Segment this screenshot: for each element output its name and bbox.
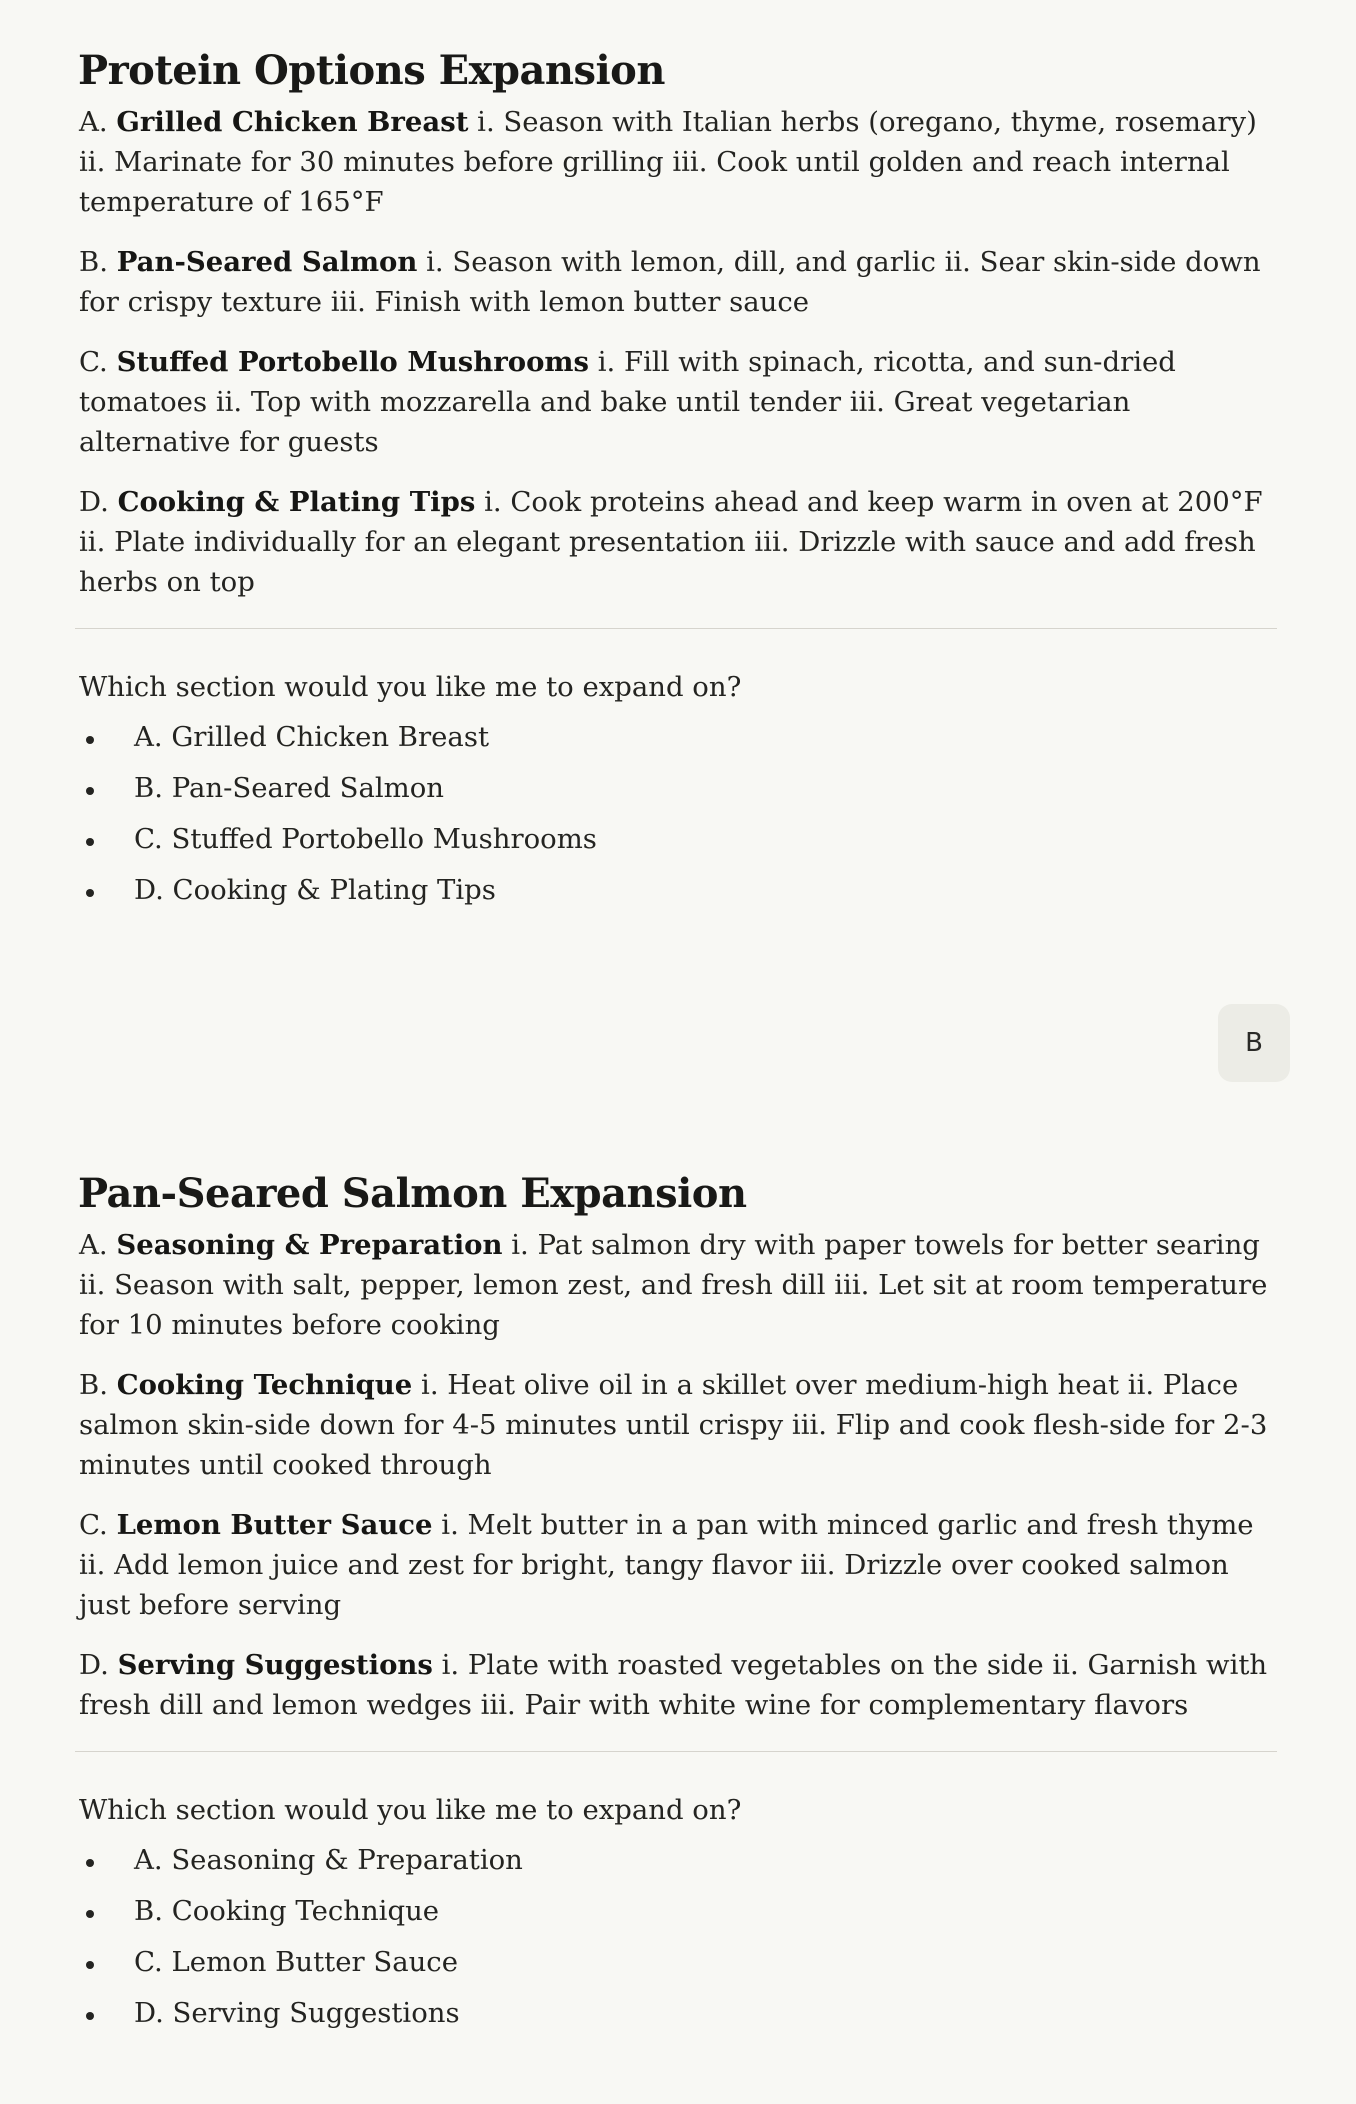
section-letter: D.: [79, 486, 109, 518]
option-label: B. Pan-Seared Salmon: [134, 772, 445, 804]
section-paragraph: [79, 242, 1278, 322]
option-label: A. Grilled Chicken Breast: [134, 721, 489, 753]
section-paragraph: [79, 1365, 1278, 1485]
option-label: A. Seasoning & Preparation: [134, 1844, 523, 1876]
section-letter: B.: [79, 246, 108, 278]
section-letter: C.: [79, 346, 108, 378]
bullet-icon: [86, 1910, 94, 1918]
section-label: Lemon Butter Sauce: [116, 1509, 433, 1541]
section-letter: D.: [79, 1649, 109, 1681]
section-text: i. Cook proteins ahead and keep warm in oven at 200°F ii. Plate individually for an elegant presentation iii. Drizzle with sauce and add fresh herbs on top: [79, 486, 1263, 598]
followup-question: Which section would you like me to expand on?: [79, 671, 742, 703]
option-label: D. Serving Suggestions: [134, 1997, 460, 2029]
divider: [75, 628, 1277, 629]
option-label: D. Cooking & Plating Tips: [134, 874, 496, 906]
section-paragraph: [79, 1225, 1278, 1345]
section-letter: A.: [79, 106, 108, 138]
assistant-message: [78, 44, 1278, 921]
section-letter: A.: [79, 1229, 108, 1261]
option-item: [78, 1840, 1278, 1891]
section-label: Stuffed Portobello Mushrooms: [116, 346, 590, 378]
option-item: [78, 1942, 1278, 1993]
bullet-icon: [86, 889, 94, 897]
section-paragraph: [79, 1645, 1278, 1725]
followup-question: Which section would you like me to expand on?: [79, 1794, 742, 1826]
section-label: Cooking Technique: [116, 1369, 413, 1401]
option-item: [78, 1891, 1278, 1942]
bullet-icon: [86, 1961, 94, 1969]
option-item: [78, 717, 1278, 768]
section-letter: B.: [79, 1369, 108, 1401]
option-label: C. Lemon Butter Sauce: [134, 1946, 458, 1978]
user-message-bubble: B: [1218, 1004, 1290, 1082]
option-item: [78, 768, 1278, 819]
section-label: Pan-Seared Salmon: [116, 246, 418, 278]
divider: [75, 1751, 1277, 1752]
section-label: Seasoning & Preparation: [116, 1229, 503, 1261]
bullet-icon: [86, 838, 94, 846]
option-label: C. Stuffed Portobello Mushrooms: [134, 823, 597, 855]
option-label: B. Cooking Technique: [134, 1895, 440, 1927]
section-text: i. Fill with spinach, ricotta, and sun-dried tomatoes ii. Top with mozzarella and bake until tender iii. Great vegetarian alternative for guests: [79, 346, 1176, 458]
bullet-icon: [86, 736, 94, 744]
option-item: [78, 819, 1278, 870]
section-label: Cooking & Plating Tips: [117, 486, 476, 518]
section-paragraph: [79, 1505, 1278, 1625]
section-paragraph: [79, 342, 1278, 462]
section-text: i. Melt butter in a pan with minced garlic and fresh thyme ii. Add lemon juice and zest for bright, tangy flavor iii. Drizzle over cooked salmon just before serving: [79, 1509, 1254, 1621]
bullet-icon: [86, 1859, 94, 1867]
bullet-icon: [86, 2012, 94, 2020]
option-item: [78, 870, 1278, 921]
option-item: [78, 1993, 1278, 2044]
option-list: [78, 1840, 1278, 2044]
section-letter: C.: [79, 1509, 108, 1541]
section-label: Grilled Chicken Breast: [116, 106, 469, 138]
message-heading: Pan-Seared Salmon Expansion: [78, 1170, 747, 1217]
section-label: Serving Suggestions: [117, 1649, 433, 1681]
message-heading: Protein Options Expansion: [78, 47, 665, 94]
bullet-icon: [86, 787, 94, 795]
section-paragraph: [79, 102, 1278, 222]
section-text: i. Season with lemon, dill, and garlic ii. Sear skin-side down for crispy texture iii. Finish with lemon butter sauce: [79, 246, 1261, 318]
section-text: i. Season with Italian herbs (oregano, thyme, rosemary) ii. Marinate for 30 minutes before grilling iii. Cook until golden and reach internal temperature of 165°F: [79, 106, 1257, 218]
section-text: i. Pat salmon dry with paper towels for better searing ii. Season with salt, pepper, lemon zest, and fresh dill iii. Let sit at room temperature for 10 minutes before cooking: [79, 1229, 1268, 1341]
section-text: i. Heat olive oil in a skillet over medium-high heat ii. Place salmon skin-side down for 4-5 minutes until crispy iii. Flip and cook flesh-side for 2-3 minutes until cooked through: [79, 1369, 1268, 1481]
section-paragraph: [79, 482, 1278, 602]
assistant-message: [78, 1167, 1278, 2044]
section-text: i. Plate with roasted vegetables on the side ii. Garnish with fresh dill and lemon wedges iii. Pair with white wine for complementary flavors: [79, 1649, 1268, 1721]
option-list: [78, 717, 1278, 921]
